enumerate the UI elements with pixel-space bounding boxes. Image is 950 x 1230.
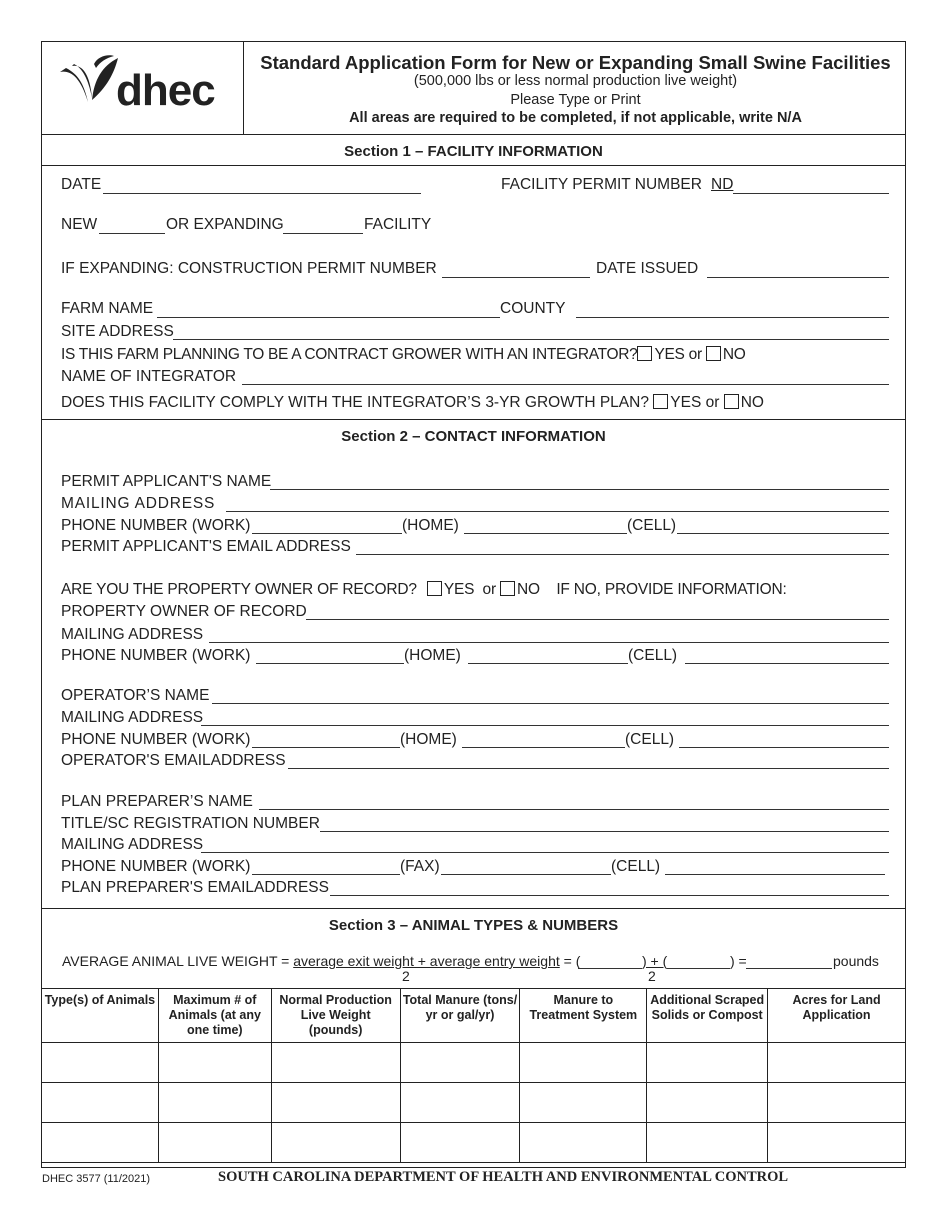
section1-bottom-line	[41, 419, 906, 420]
operator-mailing-label: MAILING ADDRESS	[61, 709, 204, 726]
operator-cell-field[interactable]	[679, 747, 889, 748]
contract-grower-question: IS THIS FARM PLANNING TO BE A CONTRACT GROWER WITH AN INTEGRATOR?	[61, 346, 638, 363]
preparer-mailing-field[interactable]	[201, 852, 889, 853]
owner-phone-work-label: PHONE NUMBER (WORK)	[61, 647, 251, 664]
contract-grower-yes-label: YES	[654, 346, 685, 363]
table-row	[42, 1123, 906, 1163]
formula-divisor: 2	[402, 968, 410, 984]
table-cell[interactable]	[400, 1043, 520, 1083]
date-issued-field[interactable]	[707, 277, 889, 278]
table-cell[interactable]	[271, 1083, 400, 1123]
table-cell[interactable]	[271, 1043, 400, 1083]
col-acres: Acres for Land Application	[768, 989, 906, 1043]
dhec-logo	[58, 52, 233, 122]
applicant-home-label: (HOME)	[402, 517, 459, 534]
table-row	[42, 1043, 906, 1083]
section2-bottom-line	[41, 908, 906, 909]
construction-permit-label: IF EXPANDING: CONSTRUCTION PERMIT NUMBER	[61, 260, 437, 277]
preparer-cell-label: (CELL)	[611, 858, 661, 875]
title-reg-label: TITLE/SC REGISTRATION NUMBER	[61, 815, 320, 832]
growth-plan-or-label: or	[705, 394, 720, 411]
dhec-logo-text: dhec	[116, 66, 215, 115]
table-cell[interactable]	[42, 1123, 159, 1163]
table-cell[interactable]	[647, 1043, 768, 1083]
contract-grower-row	[61, 346, 745, 364]
permit-number-label: FACILITY PERMIT NUMBER	[501, 176, 702, 193]
weight-prefix: AVERAGE ANIMAL LIVE WEIGHT =	[62, 953, 290, 969]
table-cell[interactable]	[768, 1123, 906, 1163]
owner-no-label: NO	[517, 581, 540, 598]
form-instruction: Please Type or Print	[510, 92, 641, 108]
col-animal-types: Type(s) of Animals	[42, 989, 159, 1043]
applicant-home-field[interactable]	[464, 533, 627, 534]
integrator-name-field[interactable]	[242, 384, 889, 385]
operator-email-label: OPERATOR'S EMAILADDRESS	[61, 752, 286, 769]
weight-unit: pounds	[833, 953, 879, 969]
applicant-name-field[interactable]	[270, 489, 889, 490]
facility-label: FACILITY	[364, 216, 432, 233]
table-cell[interactable]	[42, 1083, 159, 1123]
table-cell[interactable]	[520, 1083, 647, 1123]
owner-yes-label: YES	[443, 581, 475, 598]
animal-table	[41, 988, 906, 1163]
form-number: DHEC 3577 (11/2021)	[42, 1173, 151, 1185]
county-label: COUNTY	[500, 300, 566, 317]
header-bottom-line	[41, 134, 906, 135]
contract-grower-or-label: or	[688, 346, 702, 363]
section1-title-line	[41, 165, 906, 166]
preparer-cell-field[interactable]	[665, 874, 885, 875]
weight-plus: ) + (	[642, 953, 668, 969]
owner-if-no-label: IF NO, PROVIDE INFORMATION:	[556, 581, 787, 598]
applicant-mailing-label: MAILING ADDRESS	[61, 495, 216, 512]
table-cell[interactable]	[647, 1123, 768, 1163]
weight-formula-row	[62, 953, 580, 969]
table-cell[interactable]	[768, 1043, 906, 1083]
owner-question-row	[61, 581, 787, 599]
permit-number-value: ND	[711, 176, 734, 193]
operator-home-label: (HOME)	[400, 731, 457, 748]
operator-name-label: OPERATOR’S NAME	[61, 687, 210, 704]
table-cell[interactable]	[158, 1083, 271, 1123]
growth-plan-row	[61, 394, 764, 412]
owner-mailing-field[interactable]	[209, 642, 889, 643]
applicant-phone-work-label: PHONE NUMBER (WORK)	[61, 517, 251, 534]
owner-home-field[interactable]	[468, 663, 628, 664]
owner-field[interactable]	[306, 619, 889, 620]
operator-phone-work-label: PHONE NUMBER (WORK)	[61, 731, 251, 748]
col-scraped-solids: Additional Scraped Solids or Compost	[647, 989, 768, 1043]
contract-grower-no-checkbox[interactable]	[706, 346, 721, 361]
applicant-email-field[interactable]	[356, 554, 889, 555]
owner-or-label: or	[482, 581, 496, 598]
growth-plan-question: DOES THIS FACILITY COMPLY WITH THE INTEGRATOR’S 3-YR GROWTH PLAN?	[61, 394, 649, 411]
county-field[interactable]	[576, 317, 889, 318]
owner-cell-label: (CELL)	[628, 647, 678, 664]
preparer-name-field[interactable]	[259, 809, 889, 810]
weight-close: ) =	[730, 953, 747, 969]
section2-title: Section 2 – CONTACT INFORMATION	[341, 428, 606, 445]
owner-question: ARE YOU THE PROPERTY OWNER OF RECORD?	[61, 581, 417, 598]
table-cell[interactable]	[647, 1083, 768, 1123]
owner-mailing-label: MAILING ADDRESS	[61, 626, 204, 643]
preparer-phone-work-label: PHONE NUMBER (WORK)	[61, 858, 251, 875]
or-expanding-label: OR EXPANDING	[166, 216, 284, 233]
permit-number-field[interactable]	[733, 193, 889, 194]
table-cell[interactable]	[400, 1123, 520, 1163]
growth-plan-yes-checkbox[interactable]	[653, 394, 668, 409]
exit-weight-field[interactable]	[578, 968, 642, 969]
date-label: DATE	[61, 176, 102, 193]
form-title: Standard Application Form for New or Expanding Small Swine Facilities	[260, 52, 891, 73]
col-total-manure: Total Manure (tons/ yr or gal/yr)	[400, 989, 520, 1043]
table-cell[interactable]	[158, 1043, 271, 1083]
table-row	[42, 1083, 906, 1123]
applicant-name-label: PERMIT APPLICANT'S NAME	[61, 473, 272, 490]
contract-grower-no-label: NO	[722, 346, 746, 363]
applicant-cell-field[interactable]	[677, 533, 889, 534]
table-cell[interactable]	[42, 1043, 159, 1083]
table-cell[interactable]	[520, 1043, 647, 1083]
entry-weight-field[interactable]	[667, 968, 730, 969]
preparer-mailing-label: MAILING ADDRESS	[61, 836, 204, 853]
table-cell[interactable]	[400, 1083, 520, 1123]
operator-phone-work-field[interactable]	[252, 747, 400, 748]
owner-phone-work-field[interactable]	[256, 663, 404, 664]
table-cell[interactable]	[158, 1123, 271, 1163]
growth-plan-no-label: NO	[740, 394, 764, 411]
header-divider	[243, 41, 244, 134]
applicant-mailing-field[interactable]	[226, 511, 889, 512]
growth-plan-no-checkbox[interactable]	[724, 394, 739, 409]
site-address-label: SITE ADDRESS	[61, 323, 174, 340]
average-weight-field[interactable]	[746, 968, 832, 969]
operator-cell-label: (CELL)	[625, 731, 675, 748]
contract-grower-yes-checkbox[interactable]	[637, 346, 652, 361]
applicant-cell-label: (CELL)	[627, 517, 677, 534]
weight-formula: average exit weight + average entry weight	[293, 953, 560, 969]
owner-no-checkbox[interactable]	[500, 581, 515, 596]
weight-eq: = (	[563, 953, 581, 969]
operator-mailing-field[interactable]	[201, 725, 889, 726]
date-field[interactable]	[103, 193, 421, 194]
dhec-leaf-icon	[58, 54, 124, 120]
second-divisor: 2	[648, 968, 656, 984]
table-cell[interactable]	[520, 1123, 647, 1163]
preparer-name-label: PLAN PREPARER’S NAME	[61, 793, 253, 810]
form-required-note: All areas are required to be completed, if not applicable, write N/A	[349, 110, 802, 126]
integrator-name-label: NAME OF INTEGRATOR	[61, 368, 237, 385]
form-subtitle: (500,000 lbs or less normal production live weight)	[413, 73, 738, 89]
construction-permit-field[interactable]	[442, 277, 590, 278]
animal-table-header	[42, 989, 906, 1043]
agency-name: SOUTH CAROLINA DEPARTMENT OF HEALTH AND ENVIRONMENTAL CONTROL	[218, 1169, 789, 1185]
preparer-fax-field[interactable]	[441, 874, 611, 875]
preparer-email-label: PLAN PREPARER'S EMAILADDRESS	[61, 879, 329, 896]
col-live-weight: Normal Production Live Weight (pounds)	[271, 989, 400, 1043]
farm-name-label: FARM NAME	[61, 300, 154, 317]
owner-home-label: (HOME)	[404, 647, 461, 664]
operator-home-field[interactable]	[462, 747, 625, 748]
expanding-field[interactable]	[283, 233, 363, 234]
col-max-animals: Maximum # of Animals (at any one time)	[158, 989, 271, 1043]
date-issued-label: DATE ISSUED	[596, 260, 699, 277]
owner-cell-field[interactable]	[685, 663, 889, 664]
applicant-phone-work-field[interactable]	[252, 533, 402, 534]
section1-title: Section 1 – FACILITY INFORMATION	[344, 143, 603, 160]
owner-yes-checkbox[interactable]	[427, 581, 442, 596]
preparer-phone-work-field[interactable]	[252, 874, 400, 875]
table-cell[interactable]	[271, 1123, 400, 1163]
preparer-fax-label: (FAX)	[400, 858, 440, 875]
owner-label: PROPERTY OWNER OF RECORD	[61, 603, 307, 620]
farm-name-field[interactable]	[157, 317, 500, 318]
applicant-email-label: PERMIT APPLICANT'S EMAIL ADDRESS	[61, 538, 351, 555]
preparer-email-field[interactable]	[330, 895, 889, 896]
section3-title: Section 3 – ANIMAL TYPES & NUMBERS	[328, 917, 619, 934]
title-reg-field[interactable]	[320, 831, 889, 832]
col-manure-treatment: Manure to Treatment System	[520, 989, 647, 1043]
new-label: NEW	[61, 216, 98, 233]
new-field[interactable]	[99, 233, 165, 234]
operator-email-field[interactable]	[288, 768, 889, 769]
operator-name-field[interactable]	[212, 703, 889, 704]
table-cell[interactable]	[768, 1083, 906, 1123]
site-address-field[interactable]	[173, 339, 889, 340]
growth-plan-yes-label: YES	[670, 394, 702, 411]
